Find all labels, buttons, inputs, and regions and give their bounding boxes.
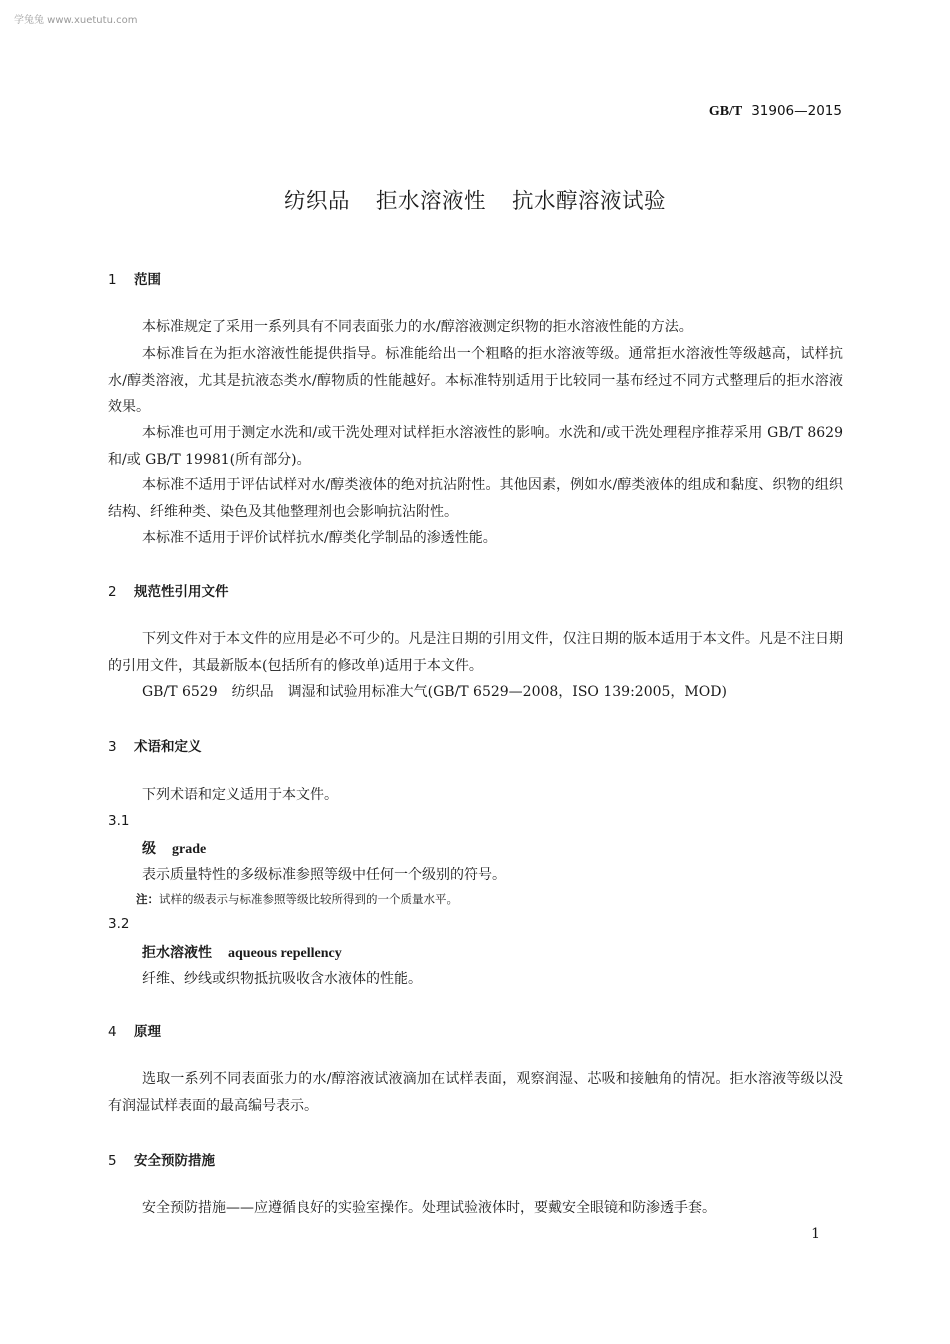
term-zh: 拒水溶液性: [142, 945, 212, 961]
section-title: 安全预防措施: [134, 1153, 215, 1169]
section-heading-scope: [108, 268, 161, 288]
term-number: 3.2: [108, 916, 130, 932]
paragraph: 安全预防措施——应遵循良好的实验室操作。处理试验液体时，要戴安全眼镜和防渗透手套。: [142, 1200, 716, 1216]
term-en: grade: [172, 842, 207, 857]
page-number: 1: [811, 1226, 820, 1242]
note-label: 注：: [136, 892, 159, 906]
term-en: aqueous repellency: [228, 946, 342, 961]
paragraph: 下列术语和定义适用于本文件。: [142, 787, 338, 803]
term-entry: [142, 942, 342, 962]
section-heading-terms: [108, 735, 202, 755]
document-title: [0, 184, 950, 215]
paragraph: 下列文件对于本文件的应用是必不可少的。凡是注日期的引用文件，仅注日期的版本适用于本文件。凡是不注日期的引用文件，其最新版本(包括所有的修改单)适用于本文件。: [108, 631, 843, 674]
section-heading-safety: [108, 1149, 215, 1169]
term-note: [136, 891, 458, 907]
term-number: 3.1: [108, 813, 130, 829]
term-definition: 表示质量特性的多级标准参照等级中任何一个级别的符号。: [142, 867, 506, 883]
note-text: 试样的级表示与标准参照等级比较所得到的一个质量水平。: [159, 892, 458, 906]
title-part-2: 拒水溶液性: [375, 189, 486, 214]
paragraph: 选取一系列不同表面张力的水/醇溶液试液滴加在试样表面，观察润湿、芯吸和接触角的情况。拒水溶液等级以没有润湿试样表面的最高编号表示。: [108, 1071, 843, 1114]
section-title: 规范性引用文件: [134, 584, 229, 600]
watermark: 学兔兔 www.xuetutu.com: [14, 15, 138, 26]
paragraph: 本标准不适用于评价试样抗水/醇类化学制品的渗透性能。: [142, 530, 497, 546]
paragraph: 本标准也可用于测定水洗和/或干洗处理对试样拒水溶液性的影响。水洗和/或干洗处理程序推荐采用 GB/T 8629 和/或 GB/T 19981(所有部分)。: [108, 425, 843, 468]
term-entry: [142, 838, 206, 858]
title-part-3: 抗水醇溶液试验: [512, 189, 667, 214]
section-number: 4: [108, 1024, 117, 1040]
section-title: 原理: [134, 1024, 161, 1040]
section-number: 5: [108, 1153, 117, 1169]
paragraph: 本标准不适用于评估试样对水/醇类液体的绝对抗沾附性。其他因素，例如水/醇类液体的组成和黏度、织物的组织结构、纤维种类、染色及其他整理剂也会影响抗沾附性。: [108, 477, 843, 520]
section-number: 3: [108, 739, 117, 755]
section-title: 范围: [134, 272, 161, 288]
standard-prefix: GB/T: [708, 104, 743, 119]
standard-number: 31906—2015: [751, 103, 842, 119]
section-number: 1: [108, 272, 117, 288]
title-part-1: 纺织品: [283, 189, 350, 214]
term-definition: 纤维、纱线或织物抵抗吸收含水液体的性能。: [142, 971, 422, 987]
reference-item: GB/T 6529 纺织品 调湿和试验用标准大气(GB/T 6529—2008，ISO 139:2005，MOD): [142, 684, 727, 700]
section-number: 2: [108, 584, 117, 600]
section-heading-normative-references: [108, 580, 229, 600]
paragraph: 本标准旨在为拒水溶液性能提供指导。标准能给出一个粗略的拒水溶液等级。通常拒水溶液性等级越高，试样抗水/醇类溶液，尤其是抗液态类水/醇物质的性能越好。本标准特别适用于比较同一基布经过不同方式整理后的拒水溶液效果。: [108, 346, 843, 415]
section-heading-principle: [108, 1020, 161, 1040]
paragraph: 本标准规定了采用一系列具有不同表面张力的水/醇溶液测定织物的拒水溶液性能的方法。: [142, 319, 693, 335]
section-title: 术语和定义: [134, 739, 202, 755]
standard-number-header: [709, 103, 842, 120]
term-zh: 级: [142, 841, 156, 857]
